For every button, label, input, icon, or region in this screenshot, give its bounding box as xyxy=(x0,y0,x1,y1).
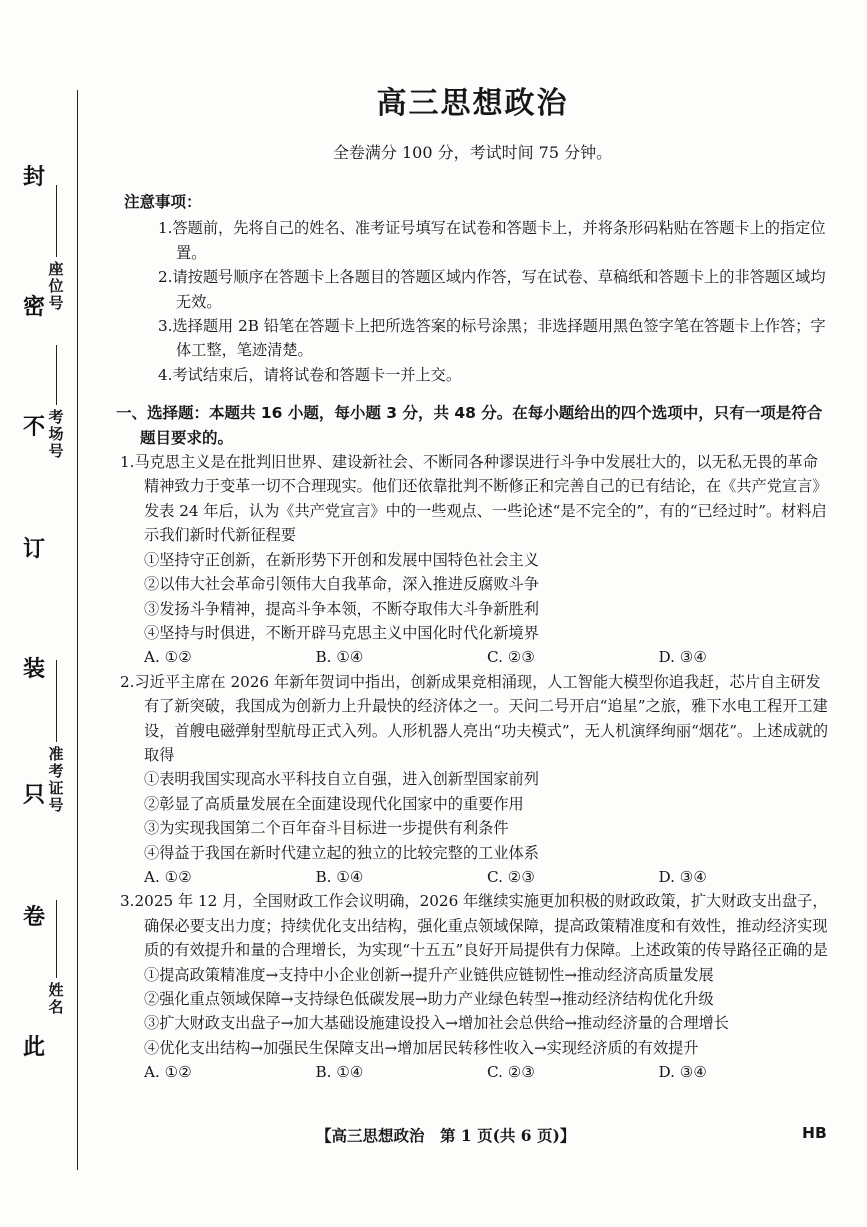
question-option: ④优化支出结构→加强民生保障支出→增加居民转移性收入→实现经济质的有效提升 xyxy=(144,1038,699,1057)
question-stem: 3.2025 年 12 月，全国财政工作会议明确，2026 年继续实施更加积极的财政政策，扩大财政支出盘子，确保必要支出力度；持续优化支出结构，强化重点领域保障，提高政策精准度和有效性，推动经济实现质的有效提升和量的合理增长，为实现“十五五”良好开局提供有力保障。上述政策的传导路径正确的是 xyxy=(120,892,828,960)
notice-heading: 注意事项： xyxy=(124,193,202,211)
choice-c: C. ②③ xyxy=(487,1063,535,1082)
exam-room-field[interactable] xyxy=(44,345,68,460)
notice-item: 2.请按题号顺序在答题卡上各题目的答题区域内作答，写在试卷、草稿纸和答题卡上的非答题区域均无效。 xyxy=(158,268,826,311)
notice-item: 4.考试结束后，请将试卷和答题卡一并上交。 xyxy=(158,365,462,384)
question-option: ④得益于我国在新时代建立起的独立的比较完整的工业体系 xyxy=(144,843,539,862)
fill-line xyxy=(56,345,57,405)
paper-code: HB xyxy=(802,1124,827,1142)
notice-item: 3.选择题用 2B 铅笔在答题卡上把所选答案的标号涂黑；非选择题用黑色签字笔在答题卡上作答；字体工整，笔迹清楚。 xyxy=(158,317,826,360)
question-option: ②强化重点领域保障→支持绿色低碳发展→助力产业绿色转型→推动经济结构优化升级 xyxy=(144,990,714,1008)
answer-choices xyxy=(124,865,830,889)
seal-char: 只 xyxy=(22,783,45,808)
seal-char: 此 xyxy=(22,1035,45,1060)
seal-char: 不 xyxy=(22,415,45,440)
name-label: 姓名 xyxy=(48,981,64,1016)
question-option: ②彰显了高质量发展在全面建设现代化国家中的重要作用 xyxy=(144,794,524,813)
question-option: ①提高政策精准度→支持中小企业创新→提升产业链供应链韧性→推动经济高质量发展 xyxy=(144,965,714,984)
ticket-number-label: 准考证号 xyxy=(48,745,64,814)
question-stem: 1.马克思主义是在批判旧世界、建设新社会、不断同各种谬误进行斗争中发展壮大的，以无私无畏的革命精神致力于变革一切不合理现实。他们还依靠批判不断修正和完善自己的已有结论，在《共产党宣言》发表 24 年后，认为《共产党宣言》中的一些观点、一些论述“是不完全的”，有的“已经过时”。材料启示我们新时代新征程要 xyxy=(120,453,828,545)
question-2 xyxy=(120,670,830,890)
choice-b: B. ①④ xyxy=(315,867,364,886)
fill-line xyxy=(56,900,57,978)
choice-d: D. ③④ xyxy=(658,867,708,886)
binding-line xyxy=(77,90,78,1170)
notice-item: 1.答题前，先将自己的姓名、准考证号填写在试卷和答题卡上，并将条形码粘贴在答题卡上的指定位置。 xyxy=(158,219,826,262)
question-option: ④坚持与时俱进，不断开辟马克思主义中国化时代化新境界 xyxy=(144,623,539,642)
section-heading: 一、选择题：本题共 16 小题，每小题 3 分，共 48 分。在每小题给出的四个选项中，只有一项是符合题目要求的。 xyxy=(116,404,823,447)
seal-char: 密 xyxy=(22,295,45,320)
question-option: ①表明我国实现高水平科技自立自强，进入创新型国家前列 xyxy=(144,770,539,789)
question-3 xyxy=(120,889,830,1084)
exam-room-label: 考场号 xyxy=(48,408,64,460)
fill-line xyxy=(56,185,57,257)
choice-b: B. ①④ xyxy=(315,1063,364,1082)
fill-line xyxy=(56,660,57,742)
page-info: 【高三思想政治 第 1 页(共 6 页)】 xyxy=(316,1126,576,1145)
question-option: ②以伟大社会革命引领伟大自我革命，深入推进反腐败斗争 xyxy=(144,575,539,594)
choice-c: C. ②③ xyxy=(487,867,535,886)
question-option: ③发扬斗争精神，提高斗争本领，不断夺取伟大斗争新胜利 xyxy=(144,599,539,618)
seal-char: 装 xyxy=(22,657,45,682)
choice-a: A. ①② xyxy=(144,867,192,886)
answer-choices xyxy=(124,1060,830,1084)
name-field[interactable] xyxy=(44,900,68,1016)
answer-choices xyxy=(124,645,830,669)
choice-a: A. ①② xyxy=(144,648,192,667)
question-stem: 2.习近平主席在 2026 年新年贺词中指出，创新成果竞相涌现，人工智能大模型你追我赶，芯片自主研发有了新突破，我国成为创新力上升最快的经济体之一。天问二号开启“追星”之旅，雅下水电工程开工建设，首艘电磁弹射型航母正式入列。人形机器人亮出“功夫模式”，无人机演绎绚丽“烟花”。上述成就的取得 xyxy=(120,672,829,764)
choice-d: D. ③④ xyxy=(658,648,708,667)
question-option: ①坚持守正创新，在新形势下开创和发展中国特色社会主义 xyxy=(144,550,539,569)
exam-info: 全卷满分 100 分，考试时间 75 分钟。 xyxy=(332,143,613,162)
page-title: 高三思想政治 xyxy=(376,86,569,121)
seal-char: 卷 xyxy=(22,905,45,930)
question-option: ③扩大财政支出盘子→加大基础设施建设投入→增加社会总供给→推动经济量的合理增长 xyxy=(144,1014,729,1033)
choice-b: B. ①④ xyxy=(315,648,364,667)
seal-char: 封 xyxy=(22,165,45,190)
ticket-number-field[interactable] xyxy=(44,660,68,814)
seat-number-field[interactable] xyxy=(44,185,68,312)
question-option: ③为实现我国第二个百年奋斗目标进一步提供有利条件 xyxy=(144,819,509,838)
seat-number-label: 座位号 xyxy=(48,260,64,312)
choice-d: D. ③④ xyxy=(658,1063,708,1082)
choice-a: A. ①② xyxy=(144,1063,192,1082)
exam-content xyxy=(116,190,830,1085)
seal-char: 订 xyxy=(22,537,45,562)
choice-c: C. ②③ xyxy=(487,648,535,667)
question-1 xyxy=(120,450,830,670)
